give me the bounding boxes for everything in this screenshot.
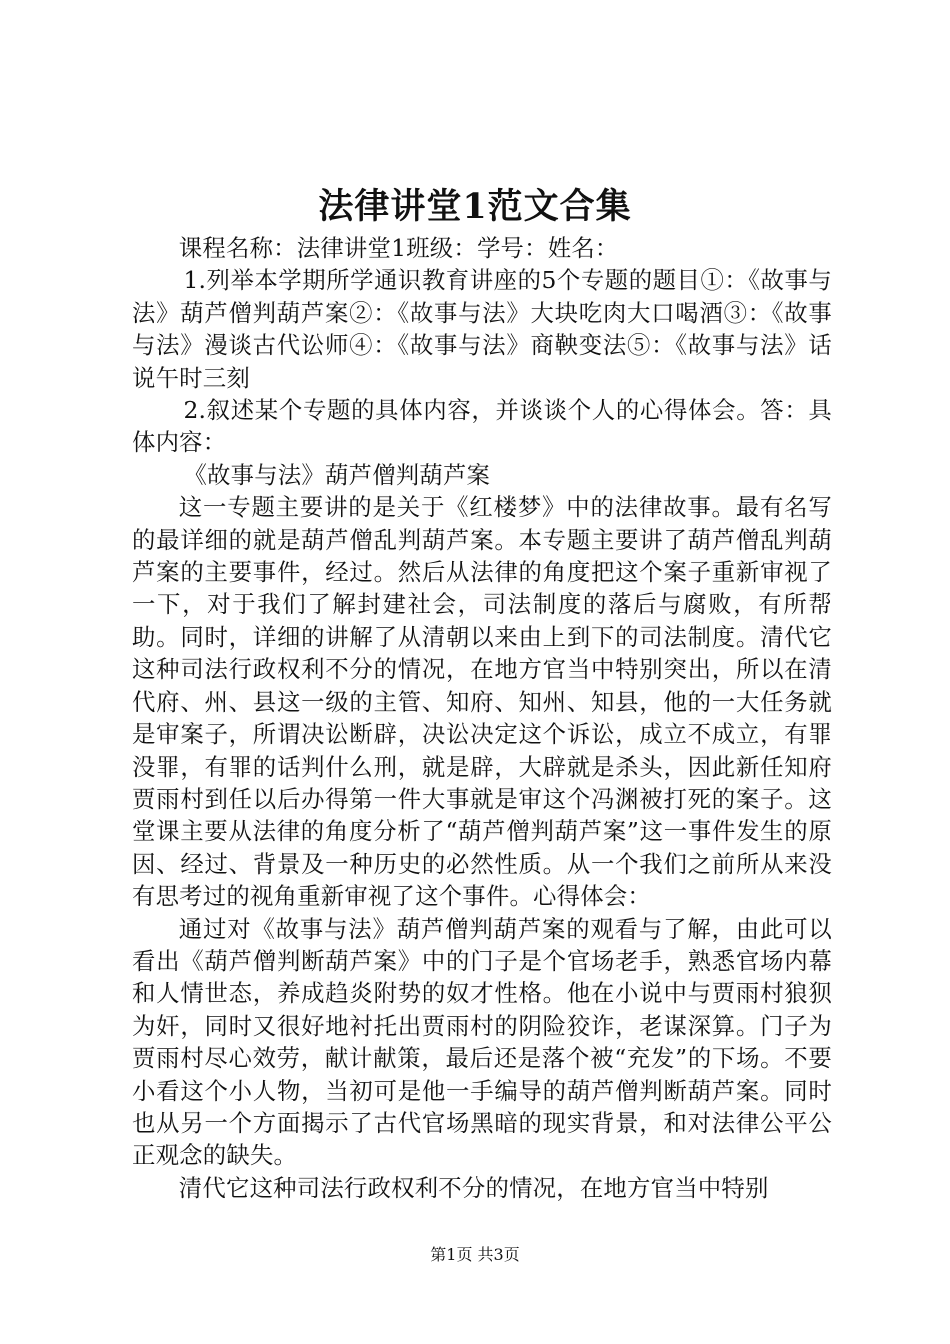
reflection-paragraph: 通过对《故事与法》葫芦僧判葫芦案的观看与了解，由此可以看出《葫芦僧判断葫芦案》中的门子是个官场老手，熟悉官场内幕和人情世态，养成趋炎附势的奴才性格。他在小说中与贾雨村狼狈为奸，同时又很好地衬托出贾雨村的阴险狡诈，老谋深算。门子为贾雨村尽心效劳，献计献策，最后还是落个被“充发”的下场。不要小看这个小人物，当初可是他一手编导的葫芦僧判断葫芦案。同时也从另一个方面揭示了古代官场黑暗的现实背景，和对法律公平公正观念的缺失。 <box>132 914 832 1170</box>
course-info-line: 课程名称：法律讲堂1班级：学号：姓名： <box>178 234 619 262</box>
continuation-paragraph: 清代它这种司法行政权利不分的情况，在地方官当中特别 <box>178 1173 769 1202</box>
question-1-paragraph: 1.列举本学期所学通识教育讲座的5个专题的题目①：《故事与法》葫芦僧判葫芦案②：《故事与法》大块吃肉大口喝酒③：《故事与法》漫谈古代讼师④：《故事与法》商鞅变法⑤：《故事与法》话说午时三刻 <box>132 266 832 392</box>
content-paragraph: 这一专题主要讲的是关于《红楼梦》中的法律故事。最有名写的最详细的就是葫芦僧乱判葫芦案。本专题主要讲了葫芦僧乱判葫芦案的主要事件，经过。然后从法律的角度把这个案子重新审视了一下，对于我们了解封建社会，司法制度的落后与腐败，有所帮助。同时，详细的讲解了从清朝以来由上到下的司法制度。清代它这种司法行政权利不分的情况，在地方官当中特别突出，所以在清代府、州、县这一级的主管、知府、知州、知县，他的一大任务就是审案子，所谓决讼断辟，决讼决定这个诉讼，成立不成立，有罪没罪，有罪的话判什么刑，就是辟，大辟就是杀头，因此新任知府贾雨村到任以后办得第一件大事就是审这个冯渊被打死的案子。这堂课主要从法律的角度分析了“葫芦僧判葫芦案”这一事件发生的原因、经过、背景及一种历史的必然性质。从一个我们之前所从来没有思考过的视角重新审视了这个事件。心得体会： <box>132 493 832 911</box>
document-title: 法律讲堂1范文合集 <box>318 186 632 227</box>
topic-subtitle: 《故事与法》葫芦僧判葫芦案 <box>183 460 491 489</box>
question-2-paragraph: 2.叙述某个专题的具体内容，并谈谈个人的心得体会。答：具体内容： <box>132 396 832 457</box>
document-body <box>132 232 832 1204</box>
page-footer: 第1页 共3页 <box>430 1245 520 1264</box>
